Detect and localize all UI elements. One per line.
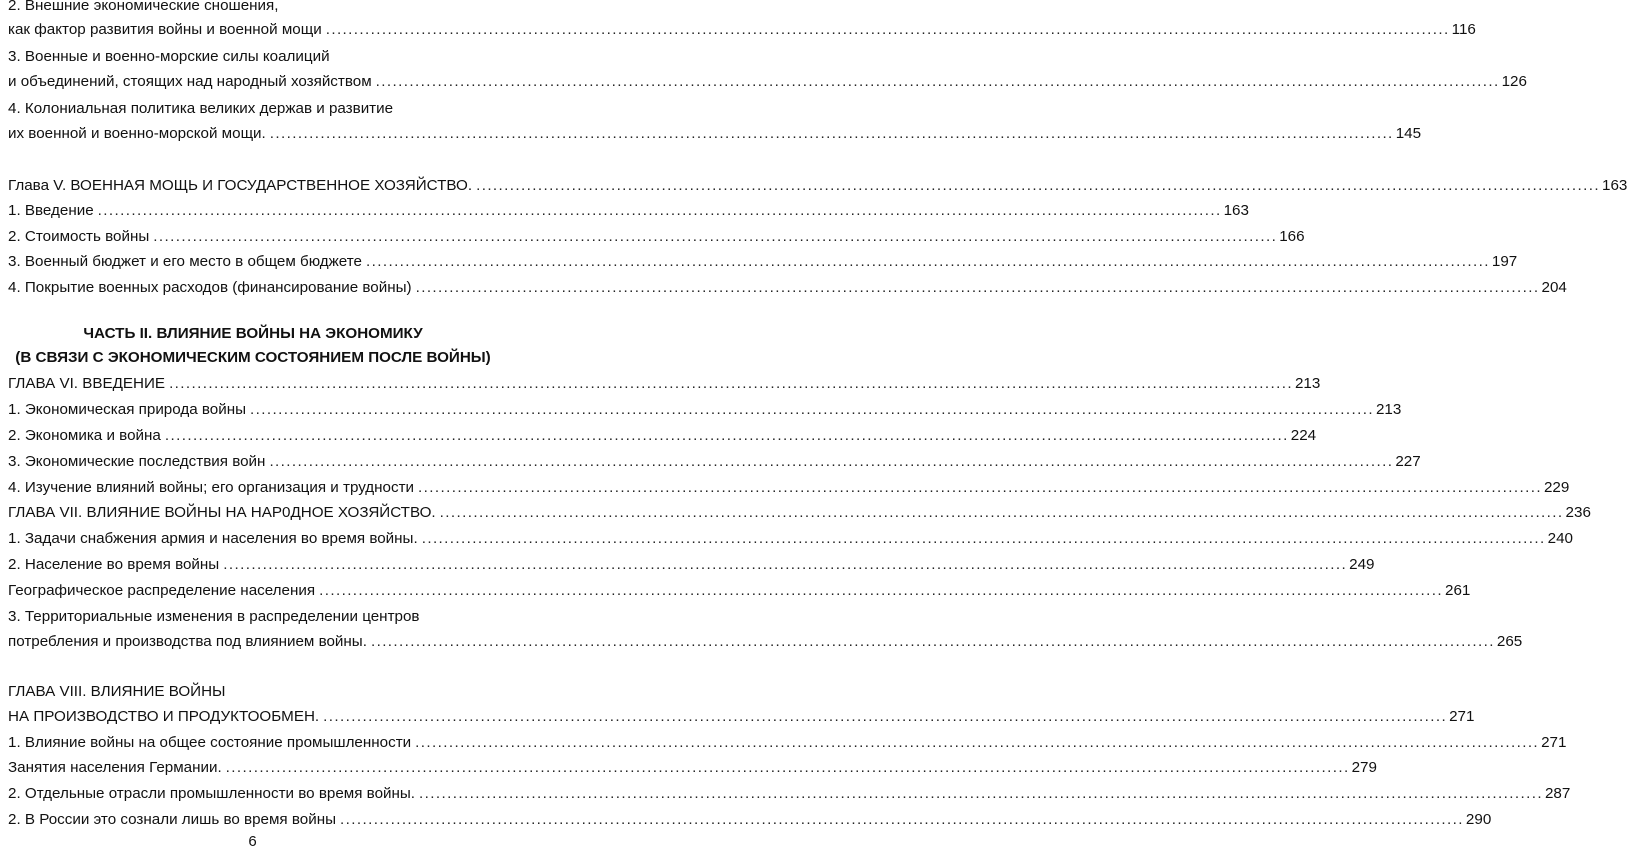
page-number: 6: [248, 833, 257, 850]
toc-entry-page: 116: [1451, 21, 1476, 38]
part-heading: (В СВЯЗИ С ЭКОНОМИЧЕСКИМ СОСТОЯНИЕМ ПОСЛЕ ВОЙНЫ): [15, 349, 491, 366]
toc-entry: [8, 501, 1591, 525]
toc-entry: [8, 250, 1518, 274]
toc-entry-page: 271: [1541, 734, 1567, 751]
dot-leader: ........................................................................................................................................................................................................: [476, 177, 1600, 194]
toc-entry: [8, 225, 1305, 249]
toc-entry-title: 2. Внешние экономические сношения,: [8, 0, 279, 14]
toc-entry: [8, 553, 1375, 577]
toc-entry-page: 126: [1501, 73, 1527, 90]
dot-leader: ........................................................................................................................................................................................................: [153, 228, 1278, 245]
toc-entry-page: 204: [1541, 279, 1567, 296]
toc-entry-title: НА ПРОИЗВОДСТВО И ПРОДУКТООБМЕН.: [8, 708, 320, 725]
toc-entry-page: 227: [1395, 453, 1421, 470]
toc-entry-title: их военной и военно-морской мощи.: [8, 125, 266, 142]
toc-entry: [8, 398, 1402, 422]
toc-entry-title: 2. В России это сознали лишь во время войны: [8, 811, 336, 828]
toc-entry-title: 2. Население во время войны: [8, 556, 220, 573]
toc-entry-page: 166: [1279, 228, 1305, 245]
toc-entry-page: 249: [1349, 556, 1375, 573]
toc-entry-title: Глава V. ВОЕННАЯ МОЩЬ И ГОСУДАРСТВЕННОЕ ХОЗЯЙСТВО.: [8, 177, 473, 194]
toc-entry-page: 163: [1223, 202, 1249, 219]
toc-entry: [8, 782, 1571, 806]
part-heading: ЧАСТЬ II. ВЛИЯНИЕ ВОЙНЫ НА ЭКОНОМИКУ: [83, 325, 423, 342]
toc-entry-page: 290: [1465, 811, 1492, 828]
toc-entry-page: 287: [1544, 785, 1571, 802]
dot-leader: ........................................................................................................................................................................................................: [365, 253, 1490, 270]
dot-leader: ........................................................................................................................................................................................................: [421, 530, 1546, 547]
toc-entry-title: 1. Влияние войны на общее состояние промышленности: [8, 734, 412, 751]
toc-entry-page: 261: [1445, 582, 1471, 599]
toc-entry-title: Занятия населения Германии.: [8, 759, 222, 776]
dot-leader: ........................................................................................................................................................................................................: [370, 633, 1495, 650]
toc-entry: [8, 372, 1321, 396]
toc-entry-title: 4. Изучение влияний войны; его организация и трудности: [8, 479, 415, 496]
toc-entry: [8, 680, 498, 704]
dot-leader: ........................................................................................................................................................................................................: [323, 708, 1448, 725]
toc-entry: [8, 0, 498, 18]
toc-entry: [8, 630, 1523, 654]
toc-entry-title: и объединений, стоящих над народный хозяйством: [8, 73, 372, 90]
toc-entry: [8, 18, 1476, 42]
toc-entry: [8, 579, 1471, 603]
dot-leader: ........................................................................................................................................................................................................: [340, 811, 1464, 828]
dot-leader: ........................................................................................................................................................................................................: [225, 759, 1350, 776]
toc-entry: [8, 527, 1573, 551]
toc-entry: [8, 199, 1249, 223]
toc-entry: [8, 756, 1377, 780]
toc-entry: [8, 70, 1527, 94]
toc-entry: [8, 808, 1492, 832]
toc-entry: [8, 705, 1475, 729]
toc-entry-page: 163: [1602, 177, 1627, 194]
dot-leader: ........................................................................................................................................................................................................: [375, 73, 1500, 90]
dot-leader: ........................................................................................................................................................................................................: [269, 125, 1394, 142]
toc-entry-title: 2. Экономика и война: [8, 427, 161, 444]
toc-entry-title: 3. Военный бюджет и его место в общем бюджете: [8, 253, 362, 270]
dot-leader: ........................................................................................................................................................................................................: [164, 427, 1289, 444]
toc-entry: [8, 450, 1421, 474]
toc-entry-page: 213: [1294, 375, 1321, 392]
toc-entry-title: 1. Экономическая природа войны: [8, 401, 247, 418]
toc-entry-title: 4. Колониальная политика великих держав и развитие: [8, 100, 394, 117]
toc-entry-title: потребления и производства под влиянием войны.: [8, 633, 367, 650]
toc-entry-title: ГЛАВА VII. ВЛИЯНИЕ ВОЙНЫ НА НАР0ДНОЕ ХОЗЯЙСТВО.: [8, 504, 436, 521]
toc-entry-title: Географическое распределение населения: [8, 582, 316, 599]
toc-entry: [8, 97, 498, 121]
toc-entry-page: 279: [1351, 759, 1377, 776]
toc-entry-title: 3. Военные и военно-морские силы коалиций: [8, 48, 330, 65]
toc-entry-title: 3. Территориальные изменения в распределении центров: [8, 608, 420, 625]
dot-leader: ........................................................................................................................................................................................................: [415, 279, 1540, 296]
toc-entry-page: 224: [1290, 427, 1317, 444]
dot-leader: ........................................................................................................................................................................................................: [415, 734, 1540, 751]
toc-entry: [8, 276, 1567, 300]
dot-leader: ........................................................................................................................................................................................................: [250, 401, 1374, 418]
toc-entry-page: 265: [1496, 633, 1523, 650]
dot-leader: ........................................................................................................................................................................................................: [439, 504, 1564, 521]
toc-entry-page: 236: [1565, 504, 1591, 521]
toc-entry-page: 145: [1395, 125, 1422, 142]
toc-entry-page: 240: [1547, 530, 1573, 547]
toc-entry: [8, 605, 498, 629]
toc-entry: [8, 476, 1570, 500]
dot-leader: ........................................................................................................................................................................................................: [223, 556, 1348, 573]
toc-entry-title: 3. Экономические последствия войн: [8, 453, 266, 470]
toc-entry-title: ГЛАВА VIII. ВЛИЯНИЕ ВОЙНЫ: [8, 683, 226, 700]
toc-entry-title: как фактор развития войны и военной мощи: [8, 21, 322, 38]
toc-entry: [8, 731, 1567, 755]
dot-leader: ........................................................................................................................................................................................................: [319, 582, 1444, 599]
toc-entry-title: 2. Отдельные отрасли промышленности во время войны.: [8, 785, 416, 802]
toc-entry: [8, 122, 1422, 146]
dot-leader: ........................................................................................................................................................................................................: [269, 453, 1394, 470]
toc-entry-page: 213: [1375, 401, 1402, 418]
dot-leader: ........................................................................................................................................................................................................: [419, 785, 1543, 802]
dot-leader: ........................................................................................................................................................................................................: [325, 21, 1450, 38]
toc-entry-page: 197: [1491, 253, 1518, 270]
toc-entry: [8, 424, 1317, 448]
dot-leader: ........................................................................................................................................................................................................: [97, 202, 1222, 219]
toc-entry: [8, 174, 1627, 198]
toc-entry-title: 1. Задачи снабжения армия и населения во время войны.: [8, 530, 418, 547]
toc-entry-page: 229: [1543, 479, 1570, 496]
toc-entry-title: 2. Стоимость войны: [8, 228, 150, 245]
toc-entry-title: 4. Покрытие военных расходов (финансирование войны): [8, 279, 412, 296]
toc-entry: [8, 45, 498, 69]
toc-entry-title: 1. Введение: [8, 202, 94, 219]
toc-entry-title: ГЛАВА VI. ВВЕДЕНИЕ: [8, 375, 166, 392]
dot-leader: ........................................................................................................................................................................................................: [418, 479, 1542, 496]
dot-leader: ........................................................................................................................................................................................................: [169, 375, 1293, 392]
toc-entry-page: 271: [1449, 708, 1475, 725]
